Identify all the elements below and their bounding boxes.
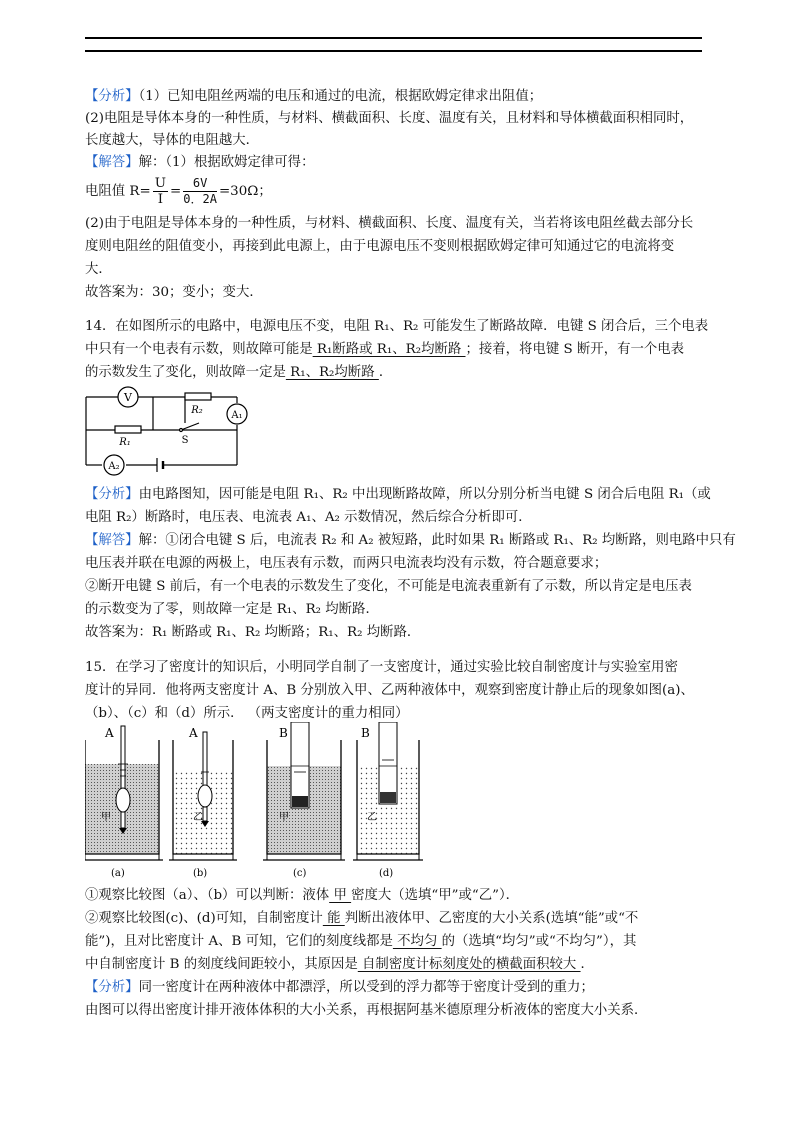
q14-analysis-line-1 bbox=[85, 486, 711, 504]
text: 同一密度计在两种液体中都漂浮，所以受到的浮力都等于密度计受到的重力； bbox=[138, 980, 594, 995]
q14-answer-line-1 bbox=[85, 532, 736, 550]
answer-tag: 【解答】 bbox=[85, 533, 139, 548]
figure-d bbox=[353, 722, 423, 860]
q14-line-1: 14．在如图所示的电路中，电源电压不变，电阻 R₁、R₂ 可能发生了断路故障．电键 S 闭合后，三个电表 bbox=[85, 319, 709, 334]
q14-final-answer: 故答案为：R₁ 断路或 R₁、R₂ 均断路；R₁、R₂ 均断路． bbox=[85, 625, 421, 640]
q15-line-1: 15．在学习了密度计的知识后，小明同学自制了一支密度计，通过实验比较自制密度计与实验室用密 bbox=[85, 660, 678, 675]
figure-d-liquid: 乙 bbox=[367, 812, 377, 823]
q13-analysis-line-3: 长度越大，导体的电阻越大． bbox=[85, 133, 260, 148]
answer-blank: R₁、R₂均断路 bbox=[285, 365, 379, 380]
hydrometer-figures bbox=[85, 722, 425, 878]
resistor-r2 bbox=[185, 393, 211, 400]
q13-answer-line-2: (2)由于电阻是导体本身的一种性质，与材料、横截面积、长度、温度有关，当若将该电阻丝截去部分长 bbox=[85, 216, 694, 231]
header-rule-bottom bbox=[85, 50, 702, 52]
header-rule-top bbox=[85, 37, 702, 39]
fraction-ui bbox=[153, 176, 168, 207]
figure-c-tag: B bbox=[279, 726, 288, 740]
text: 的（选填“均匀”或“不均匀”），其 bbox=[441, 934, 637, 949]
text: 中只有一个电表有示数，则故障可能是 bbox=[85, 342, 313, 357]
fraction-values bbox=[183, 176, 217, 207]
text: 能”)，且对比密度计 A、B 可知，它们的刻度线都是 bbox=[85, 934, 393, 949]
r2-label: R₂ bbox=[191, 405, 203, 416]
answer-blank: 自制密度计标刻度处的横截面积较大 bbox=[357, 957, 581, 972]
analysis-tag: 【分析】 bbox=[85, 980, 139, 995]
resistor-r1 bbox=[115, 426, 141, 433]
figure-b bbox=[169, 732, 237, 860]
numerator: U bbox=[154, 176, 167, 191]
denominator: I bbox=[157, 192, 164, 207]
voltmeter-label: V bbox=[124, 391, 132, 404]
text: 中自制密度计 B 的刻度线间距较小，其原因是 bbox=[85, 957, 358, 972]
text: ；接着，将电键 S 断开，有一个电表 bbox=[465, 342, 685, 357]
q13-final-answer: 故答案为：30；变小；变大． bbox=[85, 285, 263, 300]
figure-d-caption: (d) bbox=[379, 868, 394, 878]
q15-line-3: （b）、（c）和（d）所示． （两支密度计的重力相同） bbox=[85, 706, 409, 721]
q13-answer-line-4: 大． bbox=[85, 262, 112, 277]
a2-label: A₂ bbox=[108, 461, 120, 472]
q15-analysis-line-2: 由图可以得出密度计排开液体体积的大小关系，再根据阿基米德原理分析液体的密度大小关系． bbox=[85, 1003, 648, 1018]
figure-c bbox=[263, 722, 345, 860]
figure-a-liquid: 甲 bbox=[101, 812, 111, 823]
answer-tag: 【解答】 bbox=[85, 155, 139, 170]
r1-label: R₁ bbox=[119, 437, 131, 448]
q15-observation-1 bbox=[85, 887, 519, 905]
figure-a bbox=[85, 726, 163, 860]
text: ②观察比较图(c)、(d)可知，自制密度计 bbox=[85, 911, 323, 926]
q15-analysis-line-1 bbox=[85, 979, 594, 997]
equals: = bbox=[170, 184, 182, 199]
q13-answer-line-3: 度则电阻丝的阻值变小，再接到此电源上，由于电源电压不变则根据欧姆定律可知通过它的电流将变 bbox=[85, 239, 675, 254]
battery-symbol bbox=[157, 458, 163, 472]
answer-blank: 能 bbox=[322, 911, 345, 926]
formula-result: =30Ω； bbox=[218, 184, 272, 199]
q14-answer-line-3: ②断开电键 S 前后，有一个电表的示数发生了变化，不可能是电流表重新有了示数，所以肯定是电压表 bbox=[85, 579, 692, 594]
answer-blank: 不均匀 bbox=[392, 934, 442, 949]
q15-observation-2 bbox=[85, 910, 638, 928]
q14-line-2 bbox=[85, 341, 684, 359]
q13-analysis-line-1 bbox=[85, 88, 542, 106]
figure-c-caption: (c) bbox=[293, 868, 307, 878]
analysis-tag: 【分析】 bbox=[85, 487, 139, 502]
q14-line-3 bbox=[85, 364, 392, 382]
text: 密度大（选填“甲”或“乙”）． bbox=[351, 888, 520, 903]
q15-observation-3 bbox=[85, 933, 636, 951]
a1-label: A₁ bbox=[231, 410, 243, 421]
analysis-tag: 【分析】 bbox=[85, 89, 139, 104]
text: 由电路图知，因可能是电阻 R₁、R₂ 中出现断路故障，所以分别分析当电键 S 闭合后电阻 R₁（或 bbox=[138, 487, 711, 502]
text: ． bbox=[580, 957, 594, 972]
q15-observation-4 bbox=[85, 956, 594, 974]
figure-a-tag: A bbox=[105, 726, 114, 740]
figure-b-caption: (b) bbox=[193, 868, 208, 878]
text: 解：①闭合电键 S 后，电流表 R₂ 和 A₂ 被短路，此时如果 R₁ 断路或 R₁、R₂ 均断路，则电路中只有 bbox=[138, 533, 736, 548]
circuit-diagram bbox=[85, 385, 255, 477]
q14-analysis-line-2: 电阻 R₂）断路时，电压表、电流表 A₁、A₂ 示数情况，然后综合分析即可． bbox=[85, 510, 532, 525]
figure-d-tag: B bbox=[361, 726, 370, 740]
figure-a-caption: (a) bbox=[111, 868, 125, 878]
switch-label: S bbox=[181, 435, 189, 446]
denominator: 0．2A bbox=[183, 192, 217, 206]
q13-answer-line-1 bbox=[85, 154, 314, 172]
q15-line-2: 度计的异同．他将两支密度计 A、B 分别放入甲、乙两种液体中，观察到密度计静止后的现象如图(a)、 bbox=[85, 683, 694, 698]
q13-analysis-line-2: (2)电阻是导体本身的一种性质，与材料、横截面积、长度、温度有关，且材料和导体横截面积相同时， bbox=[85, 111, 694, 126]
text: （1）已知电阻丝两端的电压和通过的电流，根据欧姆定律求出阻值； bbox=[138, 89, 543, 104]
answer-blank: R₁断路或 R₁、R₂均断路 bbox=[312, 342, 466, 357]
text: ①观察比较图（a）、（b）可以判断：液体 bbox=[85, 888, 330, 903]
figure-c-liquid: 甲 bbox=[279, 812, 289, 823]
q14-answer-line-4: 的示数变为了零，则故障一定是 R₁、R₂ 均断路． bbox=[85, 602, 379, 617]
figure-b-tag: A bbox=[189, 726, 198, 740]
formula-lhs: 电阻值 R= bbox=[85, 184, 151, 199]
numerator: 6V bbox=[183, 176, 217, 192]
q13-formula bbox=[85, 176, 272, 208]
q14-answer-line-2: 电压表并联在电源的两极上，电压表有示数，而两只电流表均没有示数，符合题意要求； bbox=[85, 556, 608, 571]
figure-b-liquid: 乙 bbox=[193, 812, 203, 823]
text: 的示数发生了变化，则故障一定是 bbox=[85, 365, 286, 380]
text: 解：（1）根据欧姆定律可得： bbox=[138, 155, 315, 170]
text: ． bbox=[378, 365, 393, 380]
text: 判断出液体甲、乙密度的大小关系(选填“能”或“不 bbox=[344, 911, 639, 926]
answer-blank: 甲 bbox=[329, 888, 352, 903]
